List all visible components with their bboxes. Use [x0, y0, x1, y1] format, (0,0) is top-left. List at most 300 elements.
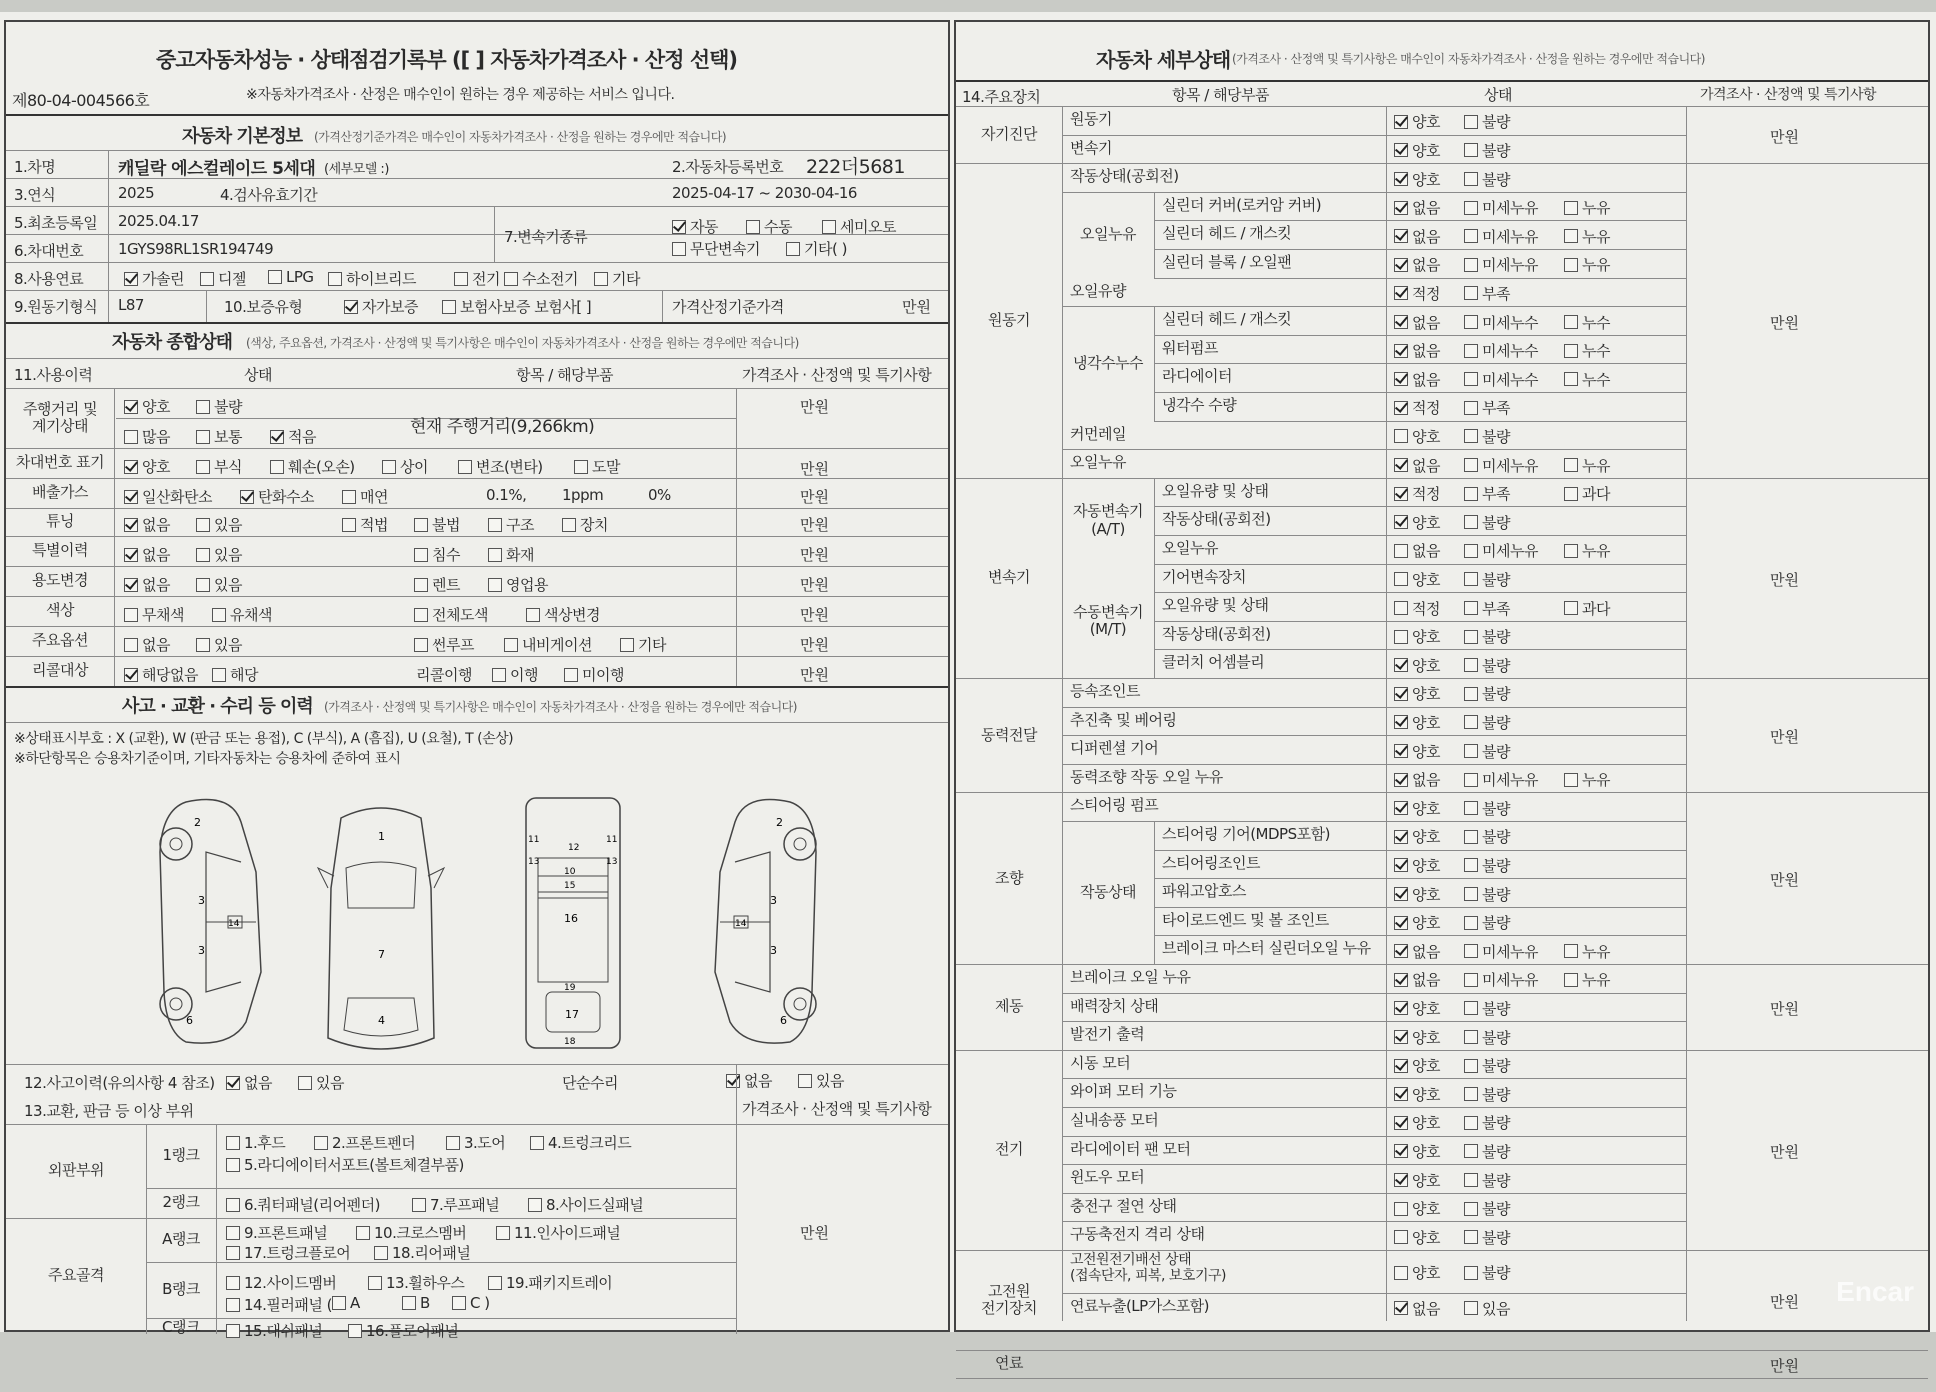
checkbox-option[interactable]	[1394, 855, 1440, 876]
grid-line	[6, 508, 948, 509]
empty-box-icon	[414, 548, 428, 562]
checkbox-option[interactable]	[412, 1194, 499, 1215]
checkbox-option[interactable]	[226, 1072, 272, 1093]
empty-box-icon	[196, 400, 210, 414]
row-label: 주요옵션	[32, 631, 88, 650]
checkbox-label: 누수	[1582, 342, 1610, 361]
checkbox-option[interactable]	[488, 1272, 612, 1293]
checkbox-option[interactable]	[1394, 1141, 1440, 1162]
checkbox-label: 양호	[1412, 1264, 1440, 1283]
checkbox-option[interactable]	[1394, 1055, 1440, 1076]
empty-box-icon	[1464, 372, 1478, 386]
rank-label: A랭크	[162, 1230, 200, 1249]
checkbox-option[interactable]	[786, 238, 847, 259]
checkbox-option[interactable]	[1464, 655, 1510, 676]
rank-label: C랭크	[162, 1318, 200, 1337]
field-label: 9.원동기형식	[14, 298, 98, 316]
empty-box-icon	[746, 220, 760, 234]
checkbox-option[interactable]	[226, 1242, 350, 1263]
column-header: 11.사용이력	[14, 366, 93, 384]
empty-box-icon	[1564, 487, 1578, 501]
checkbox-option[interactable]	[196, 514, 242, 535]
checkbox-option[interactable]	[196, 634, 242, 655]
engine-value: L87	[118, 296, 144, 314]
checkbox-option[interactable]	[1394, 340, 1440, 361]
checkbox-option[interactable]	[196, 544, 242, 565]
checked-box-icon	[124, 460, 138, 474]
checkbox-option[interactable]	[356, 1222, 466, 1243]
checkbox-option[interactable]	[124, 268, 184, 289]
checkbox-label: 불량	[1482, 1264, 1510, 1283]
checkbox-option[interactable]	[1394, 1027, 1440, 1048]
checkbox-option[interactable]	[1464, 798, 1510, 819]
grid-line	[956, 1378, 1928, 1379]
checkbox-option[interactable]	[1394, 598, 1440, 619]
checkbox-option[interactable]	[1394, 969, 1440, 990]
rank-label: 2랭크	[162, 1193, 200, 1212]
checkbox-label: 없음	[744, 1072, 772, 1090]
checkbox-option[interactable]	[124, 664, 198, 685]
checkbox-label: 썬루프	[432, 636, 474, 654]
checkbox-option[interactable]	[1464, 941, 1538, 962]
group-label: 제동	[995, 997, 1023, 1016]
checked-box-icon	[1394, 258, 1408, 272]
checkbox-option[interactable]	[240, 486, 314, 507]
checkbox-option[interactable]	[1394, 455, 1440, 476]
checkbox-option[interactable]	[196, 396, 242, 417]
checkbox-option[interactable]	[348, 1320, 458, 1341]
diag-num: 2	[194, 816, 201, 829]
item-label: 연료누출(LP가스포함)	[1070, 1296, 1210, 1315]
column-header: 상태	[1484, 86, 1512, 104]
checked-box-icon	[1394, 487, 1408, 501]
checkbox-label: 누유	[1582, 771, 1610, 790]
checkbox-label: 4.트렁크리드	[548, 1134, 632, 1152]
checkbox-option[interactable]	[1564, 941, 1610, 962]
checkbox-option[interactable]	[1394, 683, 1440, 704]
checkbox-option[interactable]	[492, 664, 538, 685]
checkbox-option[interactable]	[1464, 912, 1510, 933]
checkbox-label: 불량	[1482, 999, 1510, 1018]
validity-value: 2025-04-17 ~ 2030-04-16	[672, 184, 857, 202]
empty-box-icon	[528, 1198, 542, 1212]
checkbox-option[interactable]	[1394, 1227, 1440, 1248]
grid-line	[1154, 821, 1155, 964]
checkbox-option[interactable]	[1394, 1298, 1440, 1319]
checkbox-option[interactable]	[528, 1194, 643, 1215]
checkbox-option[interactable]	[1394, 826, 1440, 847]
checkbox-option[interactable]	[1464, 340, 1538, 361]
checkbox-option[interactable]	[1464, 1027, 1510, 1048]
grid-line	[1154, 964, 1686, 965]
checkbox-label: 이행	[510, 666, 538, 684]
checkbox-option[interactable]	[1394, 540, 1440, 561]
checkbox-option[interactable]	[1394, 140, 1440, 161]
row-label: 주행거리 및 계기상태	[22, 399, 98, 435]
row-label: 주요골격	[48, 1266, 104, 1285]
checkbox-option[interactable]	[314, 1132, 415, 1153]
checkbox-label: 13.휠하우스	[386, 1274, 465, 1292]
checkbox-option[interactable]	[620, 634, 666, 655]
grid-line	[1062, 764, 1686, 765]
checked-box-icon	[240, 490, 254, 504]
checkbox-option[interactable]	[402, 1294, 430, 1312]
checkbox-option[interactable]	[124, 544, 170, 565]
group-label: 조향	[995, 868, 1023, 887]
checkbox-option[interactable]	[212, 664, 258, 685]
checkbox-label: 유채색	[230, 606, 272, 624]
checkbox-option[interactable]	[414, 604, 488, 625]
checked-box-icon	[726, 1074, 740, 1088]
empty-box-icon	[1464, 1030, 1478, 1044]
checkbox-option[interactable]	[270, 456, 355, 477]
checked-box-icon	[1394, 229, 1408, 243]
checkbox-option[interactable]	[124, 604, 184, 625]
car-top-diagram	[316, 798, 446, 1058]
checkbox-option[interactable]	[342, 514, 388, 535]
checkbox-option[interactable]	[446, 1132, 505, 1153]
checkbox-option[interactable]	[1464, 226, 1538, 247]
checkbox-option[interactable]	[574, 456, 620, 477]
empty-box-icon	[1394, 1266, 1408, 1280]
checkbox-label: 없음	[244, 1074, 272, 1092]
checkbox-option[interactable]	[298, 1072, 344, 1093]
checkbox-option[interactable]	[1464, 111, 1510, 132]
checkbox-option[interactable]	[1394, 169, 1440, 190]
checkbox-label: 19.패키지트레이	[506, 1274, 613, 1292]
subgroup-label: 작동상태	[1080, 882, 1136, 901]
checkbox-option[interactable]	[1464, 683, 1510, 704]
unit-label: 만원	[1770, 1357, 1799, 1376]
checkbox-option[interactable]	[124, 456, 170, 477]
checkbox-option[interactable]	[1394, 512, 1440, 533]
checkbox-label: 과다	[1582, 599, 1610, 618]
empty-box-icon	[1464, 1301, 1478, 1315]
column-header: 항목 / 해당부품	[1172, 86, 1270, 104]
checkbox-option[interactable]	[1464, 1198, 1510, 1219]
checkbox-label: 미세누유	[1482, 542, 1538, 561]
checkbox-option[interactable]	[496, 1222, 620, 1243]
checkbox-option[interactable]	[1394, 884, 1440, 905]
checkbox-label: 누수	[1582, 370, 1610, 389]
checkbox-label: 적법	[360, 516, 388, 534]
grid-line	[6, 262, 948, 263]
checkbox-option[interactable]	[1394, 483, 1440, 504]
checkbox-option[interactable]	[124, 634, 170, 655]
diag-num: 19	[564, 983, 576, 993]
checkbox-option[interactable]	[1394, 712, 1440, 733]
checkbox-option[interactable]	[1464, 969, 1538, 990]
checkbox-option[interactable]	[1394, 197, 1440, 218]
checkbox-label: 8.사이드실패널	[546, 1196, 644, 1214]
checkbox-option[interactable]	[1464, 426, 1510, 447]
checkbox-option[interactable]	[414, 574, 460, 595]
checkbox-option[interactable]	[562, 514, 608, 535]
checkbox-option[interactable]	[226, 1294, 332, 1315]
checkbox-option[interactable]	[226, 1154, 464, 1175]
checkbox-option[interactable]	[226, 1222, 327, 1243]
checkbox-option[interactable]	[124, 396, 170, 417]
checkbox-option[interactable]	[526, 604, 600, 625]
checkbox-option[interactable]	[488, 514, 534, 535]
item-label: 작동상태(공회전)	[1070, 167, 1179, 186]
checkbox-option[interactable]	[1394, 741, 1440, 762]
checkbox-option[interactable]	[196, 426, 242, 447]
left-panel	[4, 20, 950, 1340]
grid-line	[736, 388, 737, 686]
checkbox-option[interactable]	[746, 216, 792, 237]
checkbox-option[interactable]	[200, 268, 246, 289]
checkbox-option[interactable]	[822, 216, 896, 237]
grid-line	[1154, 649, 1686, 650]
checkbox-option[interactable]	[1564, 483, 1610, 504]
item-label: 등속조인트	[1070, 682, 1140, 700]
checkbox-option[interactable]	[1394, 941, 1440, 962]
checkbox-option[interactable]	[530, 1132, 631, 1153]
checkbox-label: 있음	[316, 1074, 344, 1092]
checkbox-label: 불량	[1482, 685, 1510, 704]
checkbox-option[interactable]	[1564, 455, 1610, 476]
checkbox-option[interactable]	[1394, 912, 1440, 933]
checkbox-option[interactable]	[1464, 1227, 1510, 1248]
checkbox-option[interactable]	[458, 456, 543, 477]
diag-num: 12	[568, 843, 580, 853]
checkbox-label: 기타	[638, 636, 666, 654]
empty-box-icon	[1464, 1230, 1478, 1244]
checked-box-icon	[1394, 830, 1408, 844]
checkbox-option[interactable]	[504, 634, 592, 655]
checkbox-option[interactable]	[1464, 369, 1538, 390]
grid-line	[6, 626, 948, 627]
checkbox-option[interactable]	[332, 1294, 360, 1312]
checkbox-option[interactable]	[1564, 540, 1610, 561]
checkbox-option[interactable]	[1564, 197, 1610, 218]
checkbox-option[interactable]	[1464, 569, 1510, 590]
checkbox-option[interactable]	[1394, 254, 1440, 275]
checkbox-option[interactable]	[1464, 1084, 1510, 1105]
diag-num: 7	[378, 948, 385, 961]
checkbox-option[interactable]	[328, 268, 416, 289]
checkbox-option[interactable]	[504, 268, 578, 289]
checkbox-option[interactable]	[196, 456, 242, 477]
checkbox-label: 변조(변타)	[476, 458, 543, 476]
checkbox-option[interactable]	[344, 296, 418, 317]
grid-line	[1062, 735, 1686, 736]
empty-box-icon	[196, 518, 210, 532]
checkbox-option[interactable]	[1464, 998, 1510, 1019]
checkbox-option[interactable]	[1464, 1262, 1510, 1283]
checkbox-option[interactable]	[1394, 312, 1440, 333]
checkbox-option[interactable]	[1464, 1170, 1510, 1191]
checkbox-option[interactable]	[1464, 1298, 1510, 1319]
empty-box-icon	[1464, 515, 1478, 529]
checkbox-option[interactable]	[1464, 169, 1510, 190]
checkbox-option[interactable]	[374, 1242, 470, 1263]
checkbox-option[interactable]	[672, 238, 760, 259]
checkbox-label: 탄화수소	[258, 488, 314, 506]
field-label: 10.보증유형	[224, 298, 303, 316]
checkbox-option[interactable]	[1464, 712, 1510, 733]
grid-line	[146, 1318, 736, 1319]
checked-box-icon	[1394, 115, 1408, 129]
checkbox-option[interactable]	[1394, 1262, 1440, 1283]
checkbox-option[interactable]	[488, 544, 534, 565]
empty-box-icon	[1464, 487, 1478, 501]
empty-box-icon	[196, 578, 210, 592]
diag-num: 16	[564, 912, 578, 925]
checkbox-option[interactable]	[414, 514, 460, 535]
checkbox-label: 화재	[506, 546, 534, 564]
reg-no-value: 222더5681	[806, 156, 905, 178]
checkbox-option[interactable]	[1564, 254, 1610, 275]
empty-box-icon	[620, 638, 634, 652]
checkbox-label: 18.리어패널	[392, 1244, 471, 1262]
checkbox-option[interactable]	[1394, 426, 1440, 447]
checkbox-option[interactable]	[1464, 1112, 1510, 1133]
checkbox-option[interactable]	[124, 486, 212, 507]
checkbox-option[interactable]	[1464, 197, 1538, 218]
checkbox-option[interactable]	[1464, 884, 1510, 905]
checkbox-option[interactable]	[342, 486, 388, 507]
empty-box-icon	[348, 1324, 362, 1338]
checkbox-option[interactable]	[1564, 769, 1610, 790]
item-label: 라디에이터	[1162, 367, 1232, 386]
checkbox-option[interactable]	[382, 456, 428, 477]
checkbox-label: 적정	[1412, 485, 1440, 504]
checkbox-option[interactable]	[1464, 455, 1538, 476]
checkbox-option[interactable]	[1564, 226, 1610, 247]
checkbox-option[interactable]	[1464, 598, 1510, 619]
checkbox-option[interactable]	[1464, 540, 1538, 561]
checkbox-label: 없음	[1412, 370, 1440, 389]
checkbox-option[interactable]	[1464, 483, 1510, 504]
checkbox-label: 미세누유	[1482, 256, 1538, 275]
checkbox-option[interactable]	[1464, 397, 1510, 418]
empty-box-icon	[1464, 630, 1478, 644]
item-label: 스티어링조인트	[1162, 853, 1260, 872]
checkbox-option[interactable]	[124, 514, 170, 535]
checkbox-option[interactable]	[1394, 655, 1440, 676]
checkbox-option[interactable]	[1394, 798, 1440, 819]
checkbox-option[interactable]	[452, 1294, 490, 1312]
checkbox-option[interactable]	[1564, 340, 1610, 361]
checkbox-option[interactable]	[726, 1070, 772, 1091]
empty-box-icon	[1464, 773, 1478, 787]
checkbox-option[interactable]	[1464, 312, 1538, 333]
subgroup-label: 냉각수누수	[1073, 353, 1143, 372]
checkbox-option[interactable]	[442, 296, 591, 317]
checkbox-option[interactable]	[1464, 283, 1510, 304]
checkbox-option[interactable]	[1394, 1170, 1440, 1191]
checkbox-option[interactable]	[124, 426, 170, 447]
checkbox-option[interactable]	[414, 544, 460, 565]
row-label: 용도변경	[32, 571, 88, 590]
checkbox-option[interactable]	[1464, 1141, 1510, 1162]
checkbox-option[interactable]	[1394, 369, 1440, 390]
checkbox-option[interactable]	[368, 1272, 464, 1293]
checkbox-option[interactable]	[212, 604, 272, 625]
checkbox-option[interactable]	[1394, 1198, 1440, 1219]
checkbox-option[interactable]	[1464, 741, 1510, 762]
checkbox-option[interactable]	[1564, 598, 1610, 619]
checkbox-option[interactable]	[1464, 254, 1538, 275]
checkbox-label: 없음	[1412, 227, 1440, 246]
checkbox-option[interactable]	[268, 268, 314, 286]
unit-label: 만원	[800, 398, 829, 416]
empty-box-icon	[1464, 858, 1478, 872]
empty-box-icon	[488, 578, 502, 592]
checkbox-option[interactable]	[414, 634, 474, 655]
checkbox-option[interactable]	[1464, 769, 1538, 790]
checkbox-option[interactable]	[226, 1320, 322, 1341]
grid-line	[1154, 278, 1686, 279]
grid-line	[1154, 535, 1686, 536]
empty-box-icon	[124, 430, 138, 444]
checkbox-option[interactable]	[1464, 855, 1510, 876]
checkbox-option[interactable]	[1464, 826, 1510, 847]
checked-box-icon	[1394, 286, 1408, 300]
checkbox-option[interactable]	[1394, 226, 1440, 247]
grid-line	[6, 388, 948, 389]
checkbox-option[interactable]	[1394, 1084, 1440, 1105]
grid-line	[1154, 506, 1686, 507]
checkbox-option[interactable]	[196, 574, 242, 595]
checkbox-option[interactable]	[1394, 626, 1440, 647]
checkbox-option[interactable]	[226, 1194, 380, 1215]
checkbox-option[interactable]	[564, 664, 624, 685]
checkbox-label: 없음	[142, 546, 170, 564]
checkbox-label: 무단변속기	[690, 240, 760, 258]
checkbox-option[interactable]	[1394, 397, 1440, 418]
checkbox-option[interactable]	[1564, 969, 1610, 990]
checkbox-option[interactable]	[1394, 111, 1440, 132]
checkbox-option[interactable]	[1464, 140, 1510, 161]
checkbox-option[interactable]	[1464, 626, 1510, 647]
checkbox-label: 누유	[1582, 542, 1610, 561]
checkbox-option[interactable]	[124, 574, 170, 595]
checkbox-option[interactable]	[226, 1272, 336, 1293]
empty-box-icon	[374, 1246, 388, 1260]
checkbox-option[interactable]	[1394, 1112, 1440, 1133]
checkbox-option[interactable]	[1394, 569, 1440, 590]
checkbox-option[interactable]	[488, 574, 548, 595]
checkbox-option[interactable]	[226, 1132, 285, 1153]
checked-box-icon	[1394, 887, 1408, 901]
unit-label: 만원	[800, 666, 829, 684]
checkbox-option[interactable]	[1564, 369, 1610, 390]
grid-line	[6, 290, 948, 291]
empty-box-icon	[226, 1158, 240, 1172]
grid-line	[6, 656, 948, 657]
field-label: 2.자동차등록번호	[672, 158, 784, 176]
checkbox-option[interactable]	[1464, 1055, 1510, 1076]
group-label: 연료	[995, 1354, 1023, 1373]
checkbox-option[interactable]	[270, 426, 316, 447]
checkbox-option[interactable]	[1564, 312, 1610, 333]
checkbox-option[interactable]	[798, 1070, 844, 1091]
checkbox-label: 없음	[1412, 971, 1440, 990]
checkbox-option[interactable]	[1464, 512, 1510, 533]
checkbox-option[interactable]	[1394, 283, 1440, 304]
checkbox-option[interactable]	[1394, 769, 1440, 790]
grid-line	[1154, 421, 1686, 422]
checkbox-option[interactable]	[594, 268, 640, 289]
checkbox-option[interactable]	[454, 268, 500, 289]
checkbox-option[interactable]	[1394, 998, 1440, 1019]
empty-box-icon	[1394, 572, 1408, 586]
empty-box-icon	[458, 460, 472, 474]
checkbox-option[interactable]	[672, 216, 718, 237]
